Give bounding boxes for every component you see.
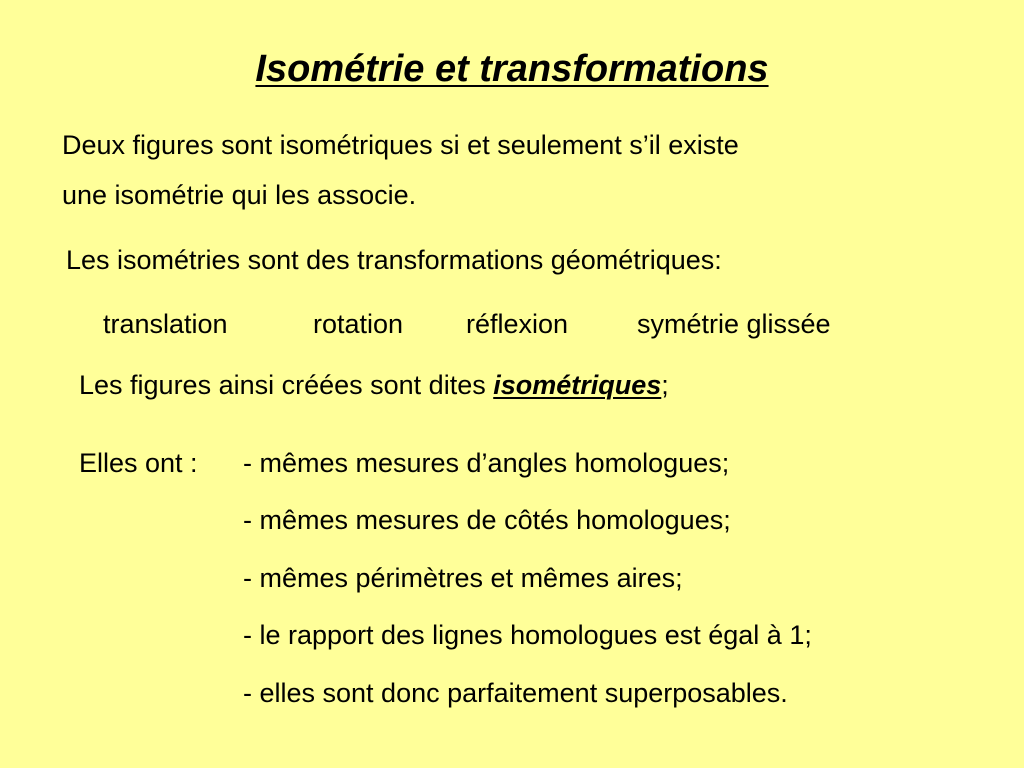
isometriques-emphasis: isométriques	[493, 370, 662, 400]
definition-line-2: une isométrie qui les associe.	[62, 180, 417, 210]
types-intro: Les isométries sont des transformations géométriques:	[66, 245, 722, 275]
type-translation: translation	[103, 309, 228, 339]
figures-sentence-suffix: ;	[661, 370, 669, 400]
type-symetrie-glissee: symétrie glissée	[637, 309, 831, 339]
figures-sentence	[79, 372, 669, 399]
property-item: - elles sont donc parfaitement superposables.	[243, 678, 788, 708]
property-item: - le rapport des lignes homologues est égal à 1;	[243, 620, 812, 650]
type-rotation: rotation	[313, 309, 404, 339]
property-item: - mêmes mesures d’angles homologues;	[243, 448, 730, 478]
figures-sentence-prefix: Les figures ainsi créées sont dites	[79, 370, 494, 400]
properties-label: Elles ont :	[79, 448, 198, 478]
property-item: - mêmes mesures de côtés homologues;	[243, 505, 731, 535]
type-reflexion: réflexion	[466, 309, 569, 339]
property-item: - mêmes périmètres et mêmes aires;	[243, 563, 683, 593]
slide-title: Isométrie et transformations	[255, 48, 769, 90]
definition-line-1: Deux figures sont isométriques si et seulement s’il existe	[62, 130, 739, 160]
